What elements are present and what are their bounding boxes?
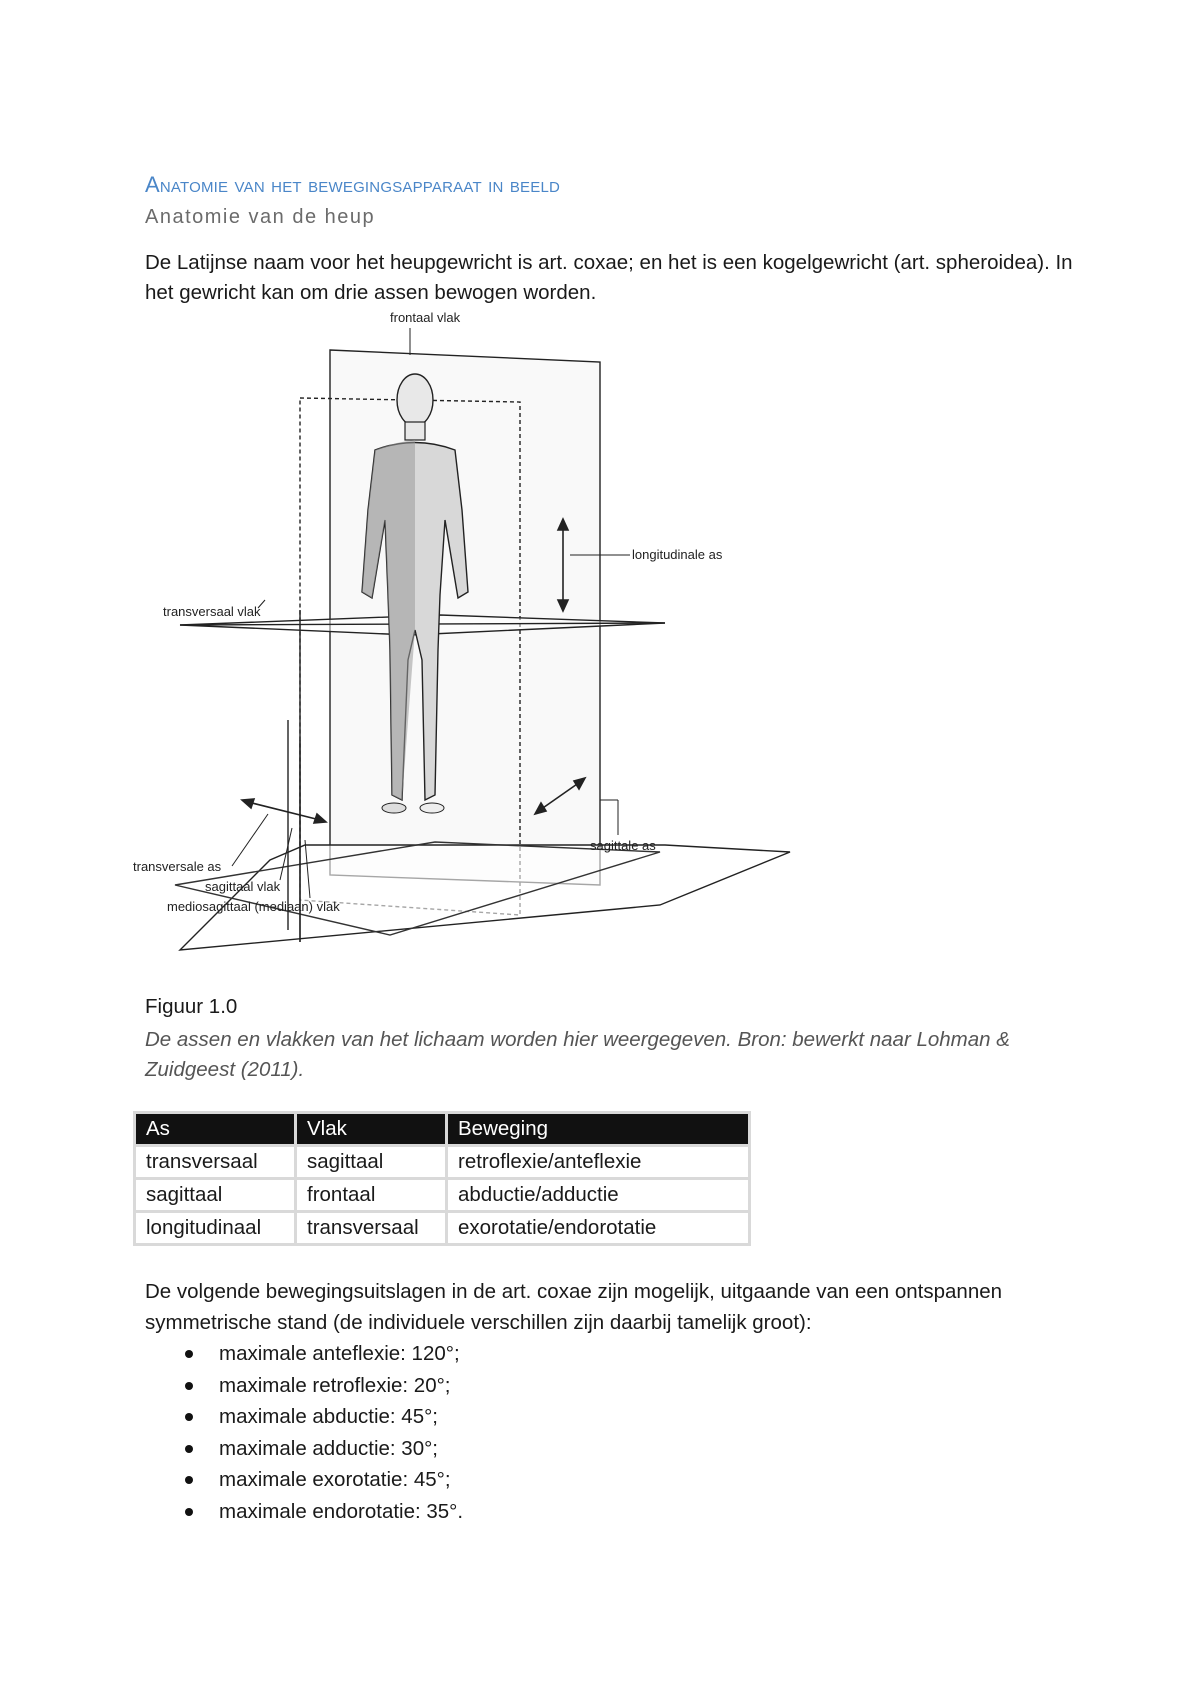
table-row [135, 1146, 750, 1179]
body-planes-figure [133, 310, 820, 995]
bullet-icon [185, 1508, 193, 1516]
intro-paragraph: De Latijnse naam voor het heupgewricht is art. coxae; en het is een kogelgewricht (art. spheroidea). In het gewricht kan om drie assen bewogen worden. [145, 251, 1073, 304]
table-row [135, 1212, 750, 1245]
list-item-text: maximale endorotatie: 35°. [219, 1499, 464, 1523]
table-cell: transversaal [296, 1212, 447, 1245]
list-item-text: maximale adductie: 30°; [219, 1436, 439, 1460]
table-cell: longitudinaal [135, 1212, 296, 1245]
list-item [145, 1401, 463, 1433]
label-mediosagittaal-vlak: mediosagittaal (mediaan) vlak [167, 899, 340, 914]
list-item [145, 1433, 463, 1465]
bullet-icon [185, 1350, 193, 1358]
page-title: Anatomie van het bewegingsapparaat in beeld [145, 172, 561, 197]
label-transversaal-vlak: transversaal vlak [163, 604, 261, 619]
bullet-icon [185, 1413, 193, 1421]
table-header-row [135, 1113, 750, 1146]
table-cell: sagittaal [296, 1146, 447, 1179]
list-item-text: maximale abductie: 45°; [219, 1405, 439, 1428]
page-subtitle: Anatomie van de heup [145, 206, 376, 228]
header-cell-as: As [135, 1113, 296, 1146]
header-cell-beweging: Beweging [447, 1113, 750, 1146]
body-planes-illustration [133, 310, 820, 995]
label-transversale-as: transversale as [133, 859, 222, 874]
label-sagittale-as: sagittale as [590, 838, 656, 853]
label-longitudinale-as: longitudinale as [632, 547, 723, 562]
ranges-intro-paragraph: De volgende bewegingsuitslagen in de art. coxae zijn mogelijk, uitgaande van een ontspannen symmetrische stand (de individuele verschillen zijn daarbij tamelijk groot): [145, 1280, 1003, 1334]
table-cell: retroflexie/anteflexie [447, 1146, 750, 1179]
table-row [135, 1179, 750, 1212]
figure-description: De assen en vlakken van het lichaam worden hier weergegeven. Bron: bewerkt naar Lohman & Zuidgeest (2011). [145, 1028, 1010, 1081]
ground-plane [180, 845, 790, 950]
table-cell: frontaal [296, 1179, 447, 1212]
label-frontaal-vlak: frontaal vlak [390, 310, 461, 325]
list-item [145, 1496, 463, 1528]
figure-caption: Figuur 1.0 [145, 995, 238, 1018]
axes-table [133, 1111, 751, 1246]
bullet-icon [185, 1476, 193, 1484]
list-item [145, 1370, 463, 1402]
list-item [145, 1464, 463, 1496]
table-cell: exorotatie/endorotatie [447, 1212, 750, 1245]
table-cell: transversaal [135, 1146, 296, 1179]
table-cell: abductie/adductie [447, 1179, 750, 1212]
list-item [145, 1338, 463, 1370]
bullet-icon [185, 1382, 193, 1390]
header-cell-vlak: Vlak [296, 1113, 447, 1146]
list-item-text: maximale exorotatie: 45°; [219, 1468, 451, 1491]
bullet-icon [185, 1445, 193, 1453]
label-sagittaal-vlak: sagittaal vlak [205, 879, 281, 894]
table-cell: sagittaal [135, 1179, 296, 1212]
list-item-text: maximale anteflexie: 120°; [219, 1342, 460, 1365]
ranges-list [145, 1338, 463, 1527]
list-item-text: maximale retroflexie: 20°; [219, 1373, 451, 1397]
